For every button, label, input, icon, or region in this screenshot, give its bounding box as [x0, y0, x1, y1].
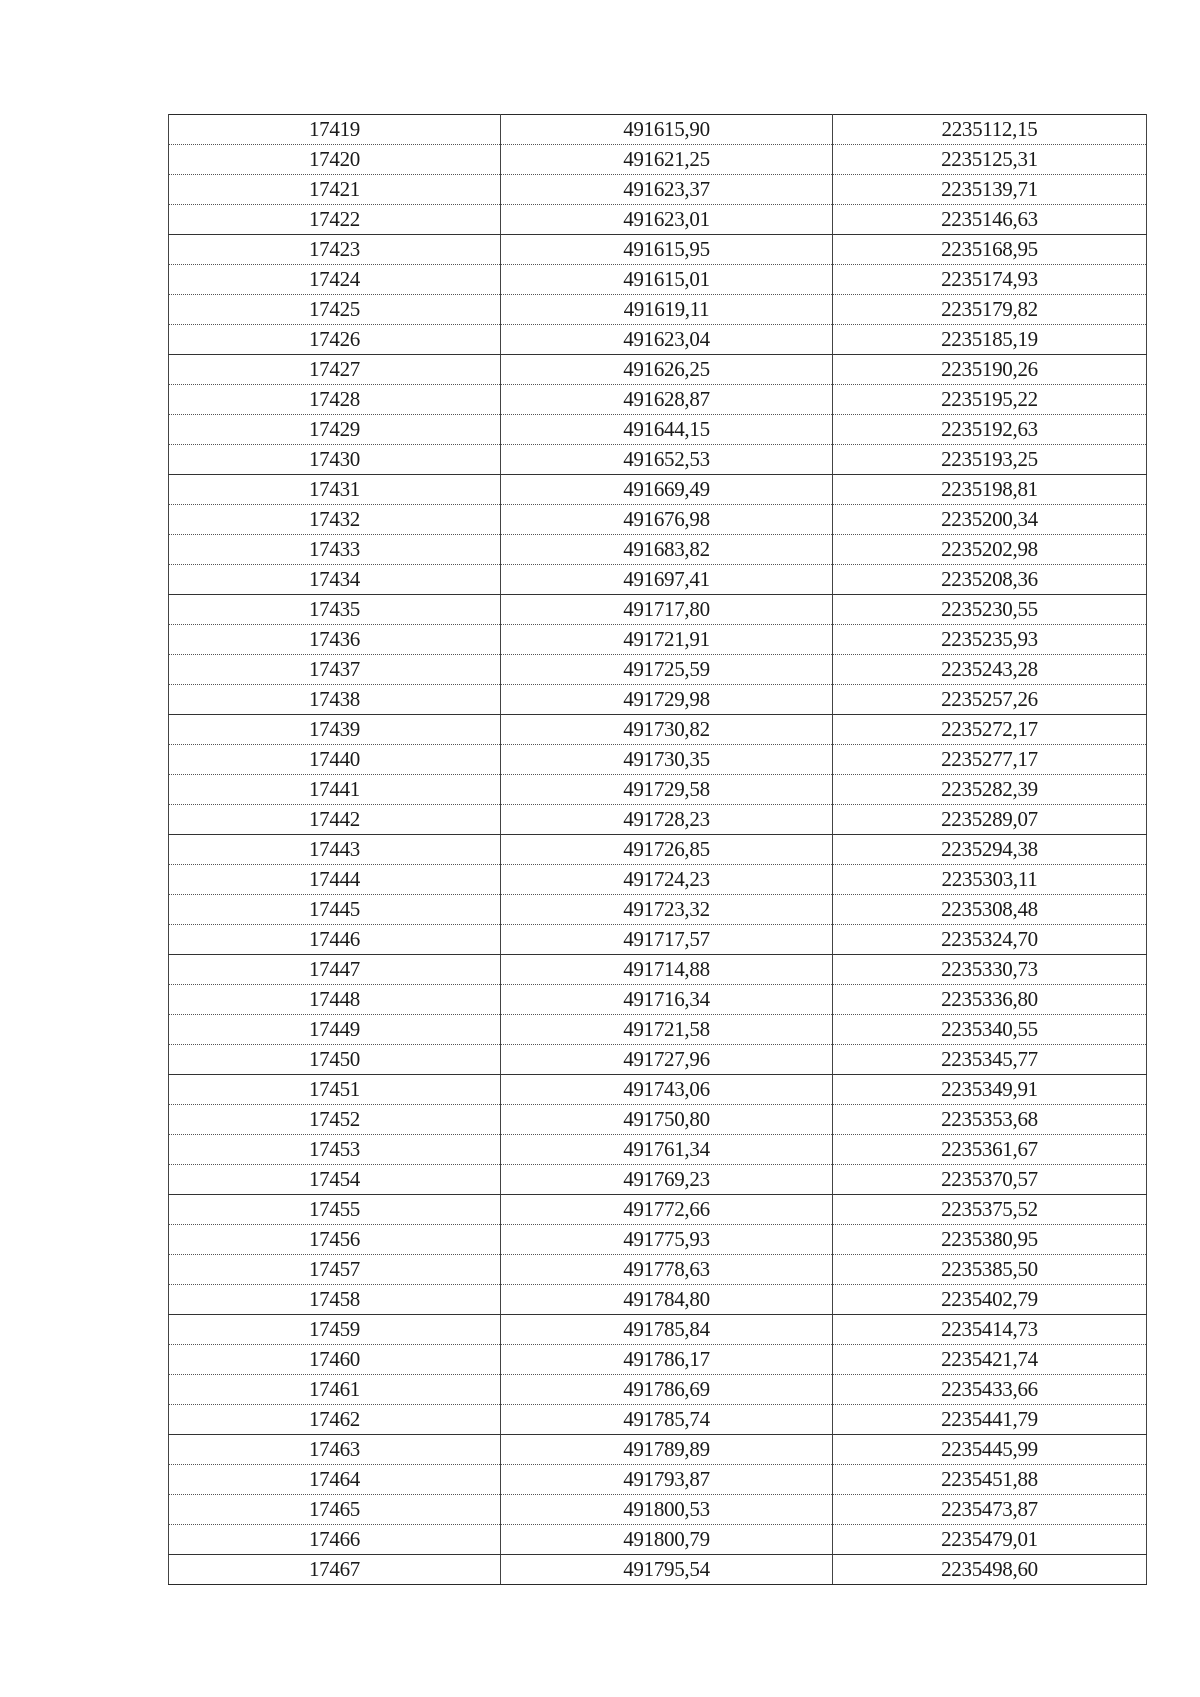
- x-coordinate-cell: 491721,91: [501, 625, 833, 655]
- point-number-cell: 17445: [169, 895, 501, 925]
- table-row: [169, 1405, 1147, 1435]
- x-coordinate-cell: 491730,82: [501, 715, 833, 745]
- y-coordinate-cell: 2235324,70: [833, 925, 1147, 955]
- y-coordinate-cell: 2235190,26: [833, 355, 1147, 385]
- point-number-cell: 17421: [169, 175, 501, 205]
- point-number-cell: 17451: [169, 1075, 501, 1105]
- point-number-cell: 17442: [169, 805, 501, 835]
- x-coordinate-cell: 491716,34: [501, 985, 833, 1015]
- table-row: [169, 895, 1147, 925]
- x-coordinate-cell: 491724,23: [501, 865, 833, 895]
- point-number-cell: 17463: [169, 1435, 501, 1465]
- table-row: [169, 1285, 1147, 1315]
- y-coordinate-cell: 2235340,55: [833, 1015, 1147, 1045]
- x-coordinate-cell: 491800,53: [501, 1495, 833, 1525]
- y-coordinate-cell: 2235257,26: [833, 685, 1147, 715]
- point-number-cell: 17423: [169, 235, 501, 265]
- y-coordinate-cell: 2235198,81: [833, 475, 1147, 505]
- x-coordinate-cell: 491800,79: [501, 1525, 833, 1555]
- table-row: [169, 1225, 1147, 1255]
- x-coordinate-cell: 491727,96: [501, 1045, 833, 1075]
- y-coordinate-cell: 2235445,99: [833, 1435, 1147, 1465]
- table-row: [169, 865, 1147, 895]
- table-row: [169, 655, 1147, 685]
- y-coordinate-cell: 2235414,73: [833, 1315, 1147, 1345]
- table-row: [169, 565, 1147, 595]
- table-row: [169, 595, 1147, 625]
- point-number-cell: 17427: [169, 355, 501, 385]
- x-coordinate-cell: 491717,80: [501, 595, 833, 625]
- x-coordinate-cell: 491778,63: [501, 1255, 833, 1285]
- y-coordinate-cell: 2235192,63: [833, 415, 1147, 445]
- point-number-cell: 17448: [169, 985, 501, 1015]
- table-row: [169, 355, 1147, 385]
- table-row: [169, 535, 1147, 565]
- y-coordinate-cell: 2235370,57: [833, 1165, 1147, 1195]
- point-number-cell: 17431: [169, 475, 501, 505]
- y-coordinate-cell: 2235195,22: [833, 385, 1147, 415]
- table-row: [169, 1315, 1147, 1345]
- point-number-cell: 17456: [169, 1225, 501, 1255]
- x-coordinate-cell: 491619,11: [501, 295, 833, 325]
- y-coordinate-cell: 2235146,63: [833, 205, 1147, 235]
- y-coordinate-cell: 2235303,11: [833, 865, 1147, 895]
- x-coordinate-cell: 491615,90: [501, 115, 833, 145]
- point-number-cell: 17449: [169, 1015, 501, 1045]
- table-row: [169, 805, 1147, 835]
- y-coordinate-cell: 2235375,52: [833, 1195, 1147, 1225]
- table-row: [169, 445, 1147, 475]
- point-number-cell: 17447: [169, 955, 501, 985]
- y-coordinate-cell: 2235345,77: [833, 1045, 1147, 1075]
- point-number-cell: 17453: [169, 1135, 501, 1165]
- point-number-cell: 17425: [169, 295, 501, 325]
- table-row: [169, 1105, 1147, 1135]
- table-row: [169, 1525, 1147, 1555]
- x-coordinate-cell: 491615,01: [501, 265, 833, 295]
- point-number-cell: 17434: [169, 565, 501, 595]
- x-coordinate-cell: 491743,06: [501, 1075, 833, 1105]
- table-row: [169, 1495, 1147, 1525]
- point-number-cell: 17440: [169, 745, 501, 775]
- point-number-cell: 17426: [169, 325, 501, 355]
- x-coordinate-cell: 491761,34: [501, 1135, 833, 1165]
- table-row: [169, 505, 1147, 535]
- table-row: [169, 415, 1147, 445]
- x-coordinate-cell: 491626,25: [501, 355, 833, 385]
- y-coordinate-cell: 2235277,17: [833, 745, 1147, 775]
- point-number-cell: 17450: [169, 1045, 501, 1075]
- point-number-cell: 17461: [169, 1375, 501, 1405]
- table-row: [169, 775, 1147, 805]
- point-number-cell: 17422: [169, 205, 501, 235]
- table-row: [169, 1045, 1147, 1075]
- x-coordinate-cell: 491652,53: [501, 445, 833, 475]
- table-row: [169, 1135, 1147, 1165]
- point-number-cell: 17465: [169, 1495, 501, 1525]
- table-row: [169, 1465, 1147, 1495]
- table-row: [169, 325, 1147, 355]
- y-coordinate-cell: 2235473,87: [833, 1495, 1147, 1525]
- point-number-cell: 17441: [169, 775, 501, 805]
- table-row: [169, 235, 1147, 265]
- y-coordinate-cell: 2235243,28: [833, 655, 1147, 685]
- x-coordinate-cell: 491786,17: [501, 1345, 833, 1375]
- y-coordinate-cell: 2235193,25: [833, 445, 1147, 475]
- table-row: [169, 1015, 1147, 1045]
- x-coordinate-cell: 491729,98: [501, 685, 833, 715]
- x-coordinate-cell: 491793,87: [501, 1465, 833, 1495]
- y-coordinate-cell: 2235498,60: [833, 1555, 1147, 1585]
- table-row: [169, 475, 1147, 505]
- point-number-cell: 17467: [169, 1555, 501, 1585]
- point-number-cell: 17436: [169, 625, 501, 655]
- table-row: [169, 145, 1147, 175]
- table-row: [169, 835, 1147, 865]
- y-coordinate-cell: 2235185,19: [833, 325, 1147, 355]
- x-coordinate-cell: 491728,23: [501, 805, 833, 835]
- y-coordinate-cell: 2235421,74: [833, 1345, 1147, 1375]
- point-number-cell: 17452: [169, 1105, 501, 1135]
- coordinates-table: [168, 114, 1147, 1585]
- x-coordinate-cell: 491683,82: [501, 535, 833, 565]
- x-coordinate-cell: 491723,32: [501, 895, 833, 925]
- x-coordinate-cell: 491615,95: [501, 235, 833, 265]
- table-row: [169, 1435, 1147, 1465]
- y-coordinate-cell: 2235235,93: [833, 625, 1147, 655]
- y-coordinate-cell: 2235402,79: [833, 1285, 1147, 1315]
- table-row: [169, 1555, 1147, 1585]
- y-coordinate-cell: 2235208,36: [833, 565, 1147, 595]
- x-coordinate-cell: 491795,54: [501, 1555, 833, 1585]
- y-coordinate-cell: 2235125,31: [833, 145, 1147, 175]
- table-row: [169, 1165, 1147, 1195]
- y-coordinate-cell: 2235349,91: [833, 1075, 1147, 1105]
- coordinates-table-body: [169, 115, 1147, 1585]
- table-row: [169, 1345, 1147, 1375]
- y-coordinate-cell: 2235336,80: [833, 985, 1147, 1015]
- y-coordinate-cell: 2235441,79: [833, 1405, 1147, 1435]
- y-coordinate-cell: 2235330,73: [833, 955, 1147, 985]
- table-row: [169, 1255, 1147, 1285]
- point-number-cell: 17430: [169, 445, 501, 475]
- table-row: [169, 925, 1147, 955]
- point-number-cell: 17439: [169, 715, 501, 745]
- x-coordinate-cell: 491717,57: [501, 925, 833, 955]
- x-coordinate-cell: 491784,80: [501, 1285, 833, 1315]
- point-number-cell: 17462: [169, 1405, 501, 1435]
- point-number-cell: 17435: [169, 595, 501, 625]
- point-number-cell: 17420: [169, 145, 501, 175]
- table-row: [169, 265, 1147, 295]
- x-coordinate-cell: 491714,88: [501, 955, 833, 985]
- y-coordinate-cell: 2235202,98: [833, 535, 1147, 565]
- y-coordinate-cell: 2235433,66: [833, 1375, 1147, 1405]
- x-coordinate-cell: 491621,25: [501, 145, 833, 175]
- table-row: [169, 205, 1147, 235]
- point-number-cell: 17438: [169, 685, 501, 715]
- point-number-cell: 17424: [169, 265, 501, 295]
- table-row: [169, 955, 1147, 985]
- table-row: [169, 715, 1147, 745]
- y-coordinate-cell: 2235179,82: [833, 295, 1147, 325]
- table-row: [169, 385, 1147, 415]
- y-coordinate-cell: 2235112,15: [833, 115, 1147, 145]
- point-number-cell: 17428: [169, 385, 501, 415]
- y-coordinate-cell: 2235353,68: [833, 1105, 1147, 1135]
- x-coordinate-cell: 491785,84: [501, 1315, 833, 1345]
- y-coordinate-cell: 2235139,71: [833, 175, 1147, 205]
- x-coordinate-cell: 491789,89: [501, 1435, 833, 1465]
- point-number-cell: 17458: [169, 1285, 501, 1315]
- x-coordinate-cell: 491772,66: [501, 1195, 833, 1225]
- point-number-cell: 17455: [169, 1195, 501, 1225]
- x-coordinate-cell: 491623,04: [501, 325, 833, 355]
- y-coordinate-cell: 2235361,67: [833, 1135, 1147, 1165]
- point-number-cell: 17459: [169, 1315, 501, 1345]
- x-coordinate-cell: 491726,85: [501, 835, 833, 865]
- y-coordinate-cell: 2235308,48: [833, 895, 1147, 925]
- table-row: [169, 115, 1147, 145]
- table-row: [169, 1375, 1147, 1405]
- point-number-cell: 17429: [169, 415, 501, 445]
- point-number-cell: 17457: [169, 1255, 501, 1285]
- y-coordinate-cell: 2235294,38: [833, 835, 1147, 865]
- y-coordinate-cell: 2235380,95: [833, 1225, 1147, 1255]
- x-coordinate-cell: 491676,98: [501, 505, 833, 535]
- y-coordinate-cell: 2235174,93: [833, 265, 1147, 295]
- y-coordinate-cell: 2235200,34: [833, 505, 1147, 535]
- y-coordinate-cell: 2235230,55: [833, 595, 1147, 625]
- y-coordinate-cell: 2235282,39: [833, 775, 1147, 805]
- table-row: [169, 745, 1147, 775]
- point-number-cell: 17432: [169, 505, 501, 535]
- table-row: [169, 175, 1147, 205]
- point-number-cell: 17454: [169, 1165, 501, 1195]
- table-row: [169, 1075, 1147, 1105]
- y-coordinate-cell: 2235289,07: [833, 805, 1147, 835]
- point-number-cell: 17419: [169, 115, 501, 145]
- x-coordinate-cell: 491721,58: [501, 1015, 833, 1045]
- x-coordinate-cell: 491697,41: [501, 565, 833, 595]
- x-coordinate-cell: 491750,80: [501, 1105, 833, 1135]
- table-row: [169, 685, 1147, 715]
- x-coordinate-cell: 491729,58: [501, 775, 833, 805]
- point-number-cell: 17464: [169, 1465, 501, 1495]
- x-coordinate-cell: 491644,15: [501, 415, 833, 445]
- point-number-cell: 17444: [169, 865, 501, 895]
- x-coordinate-cell: 491725,59: [501, 655, 833, 685]
- y-coordinate-cell: 2235385,50: [833, 1255, 1147, 1285]
- y-coordinate-cell: 2235451,88: [833, 1465, 1147, 1495]
- y-coordinate-cell: 2235168,95: [833, 235, 1147, 265]
- x-coordinate-cell: 491786,69: [501, 1375, 833, 1405]
- point-number-cell: 17466: [169, 1525, 501, 1555]
- point-number-cell: 17433: [169, 535, 501, 565]
- x-coordinate-cell: 491785,74: [501, 1405, 833, 1435]
- x-coordinate-cell: 491623,37: [501, 175, 833, 205]
- x-coordinate-cell: 491628,87: [501, 385, 833, 415]
- y-coordinate-cell: 2235479,01: [833, 1525, 1147, 1555]
- point-number-cell: 17460: [169, 1345, 501, 1375]
- x-coordinate-cell: 491669,49: [501, 475, 833, 505]
- point-number-cell: 17443: [169, 835, 501, 865]
- table-row: [169, 1195, 1147, 1225]
- x-coordinate-cell: 491730,35: [501, 745, 833, 775]
- point-number-cell: 17446: [169, 925, 501, 955]
- x-coordinate-cell: 491775,93: [501, 1225, 833, 1255]
- x-coordinate-cell: 491769,23: [501, 1165, 833, 1195]
- table-row: [169, 985, 1147, 1015]
- table-row: [169, 625, 1147, 655]
- table-row: [169, 295, 1147, 325]
- y-coordinate-cell: 2235272,17: [833, 715, 1147, 745]
- x-coordinate-cell: 491623,01: [501, 205, 833, 235]
- point-number-cell: 17437: [169, 655, 501, 685]
